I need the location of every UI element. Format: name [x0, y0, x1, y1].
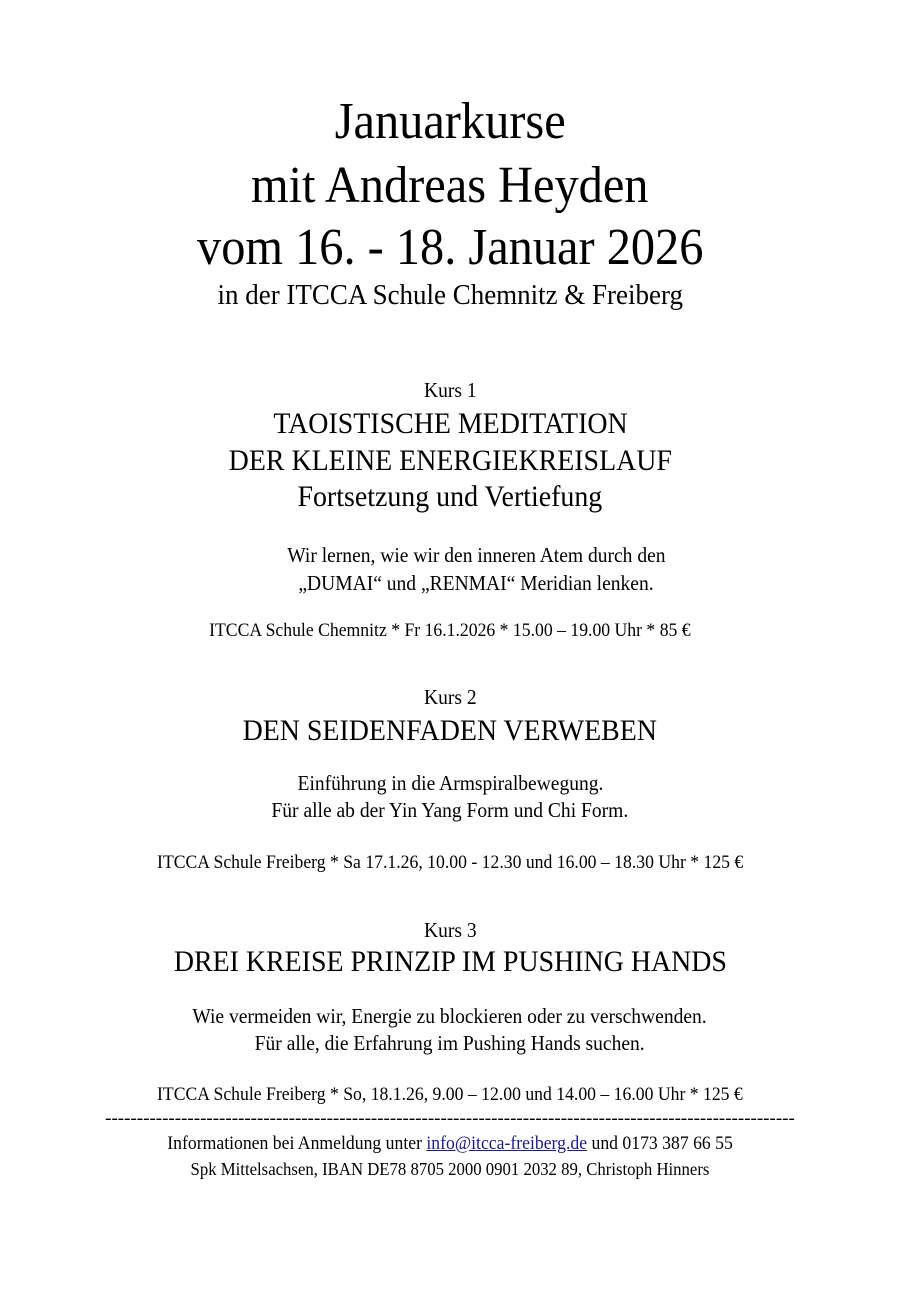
contact-phone: und 0173 387 66 55: [587, 1133, 733, 1154]
course-title-line: DREI KREISE PRINZIP IM PUSHING HANDS: [173, 945, 727, 978]
title-line-2: mit Andreas Heyden: [251, 157, 649, 214]
course-description-line: Für alle ab der Yin Yang Form und Chi Form.: [271, 798, 629, 822]
email-link[interactable]: info@itcca-freiberg.de: [426, 1133, 588, 1154]
separator-line: -------------------------------------------------------------------------------------------------------------: [105, 1108, 795, 1129]
course-description-line: Für alle, die Erfahrung im Pushing Hands suchen.: [255, 1031, 645, 1055]
course-label: Kurs 1: [423, 378, 477, 402]
course-description-line: „DUMAI“ und „RENMAI“ Meridian lenken.: [298, 571, 654, 595]
course-info: ITCCA Schule Freiberg * Sa 17.1.26, 10.00 - 12.30 und 16.00 – 18.30 Uhr * 125 €: [156, 852, 744, 873]
title-line-3: vom 16. - 18. Januar 2026: [196, 219, 704, 276]
title-line-1: Januarkurse: [334, 93, 566, 150]
course-title-line: TAOISTISCHE MEDITATION: [272, 407, 628, 440]
course-info: ITCCA Schule Freiberg * So, 18.1.26, 9.00 – 12.00 und 14.00 – 16.00 Uhr * 125 €: [157, 1084, 743, 1105]
contact-line: [0, 1134, 900, 1153]
subtitle: in der ITCCA Schule Chemnitz & Freiberg: [217, 279, 683, 311]
course-title-line: DEN SEIDENFADEN VERWEBEN: [242, 714, 658, 747]
contact-prefix: Informationen bei Anmeldung unter: [167, 1133, 427, 1154]
course-info: ITCCA Schule Chemnitz * Fr 16.1.2026 * 15.00 – 19.00 Uhr * 85 €: [209, 620, 691, 641]
course-description-line: Wie vermeiden wir, Energie zu blockieren oder zu verschwenden.: [192, 1004, 708, 1028]
course-title-line: Fortsetzung und Vertiefung: [297, 480, 603, 513]
course-title-line: DER KLEINE ENERGIEKREISLAUF: [228, 444, 672, 477]
course-description-line: Einführung in die Armspiralbewegung.: [297, 771, 603, 795]
bank-details: Spk Mittelsachsen, IBAN DE78 8705 2000 0901 2032 89, Christoph Hinners: [190, 1159, 710, 1179]
course-description-line: Wir lernen, wie wir den inneren Atem durch den: [286, 543, 666, 567]
course-label: Kurs 3: [423, 918, 477, 942]
course-label: Kurs 2: [423, 685, 477, 709]
